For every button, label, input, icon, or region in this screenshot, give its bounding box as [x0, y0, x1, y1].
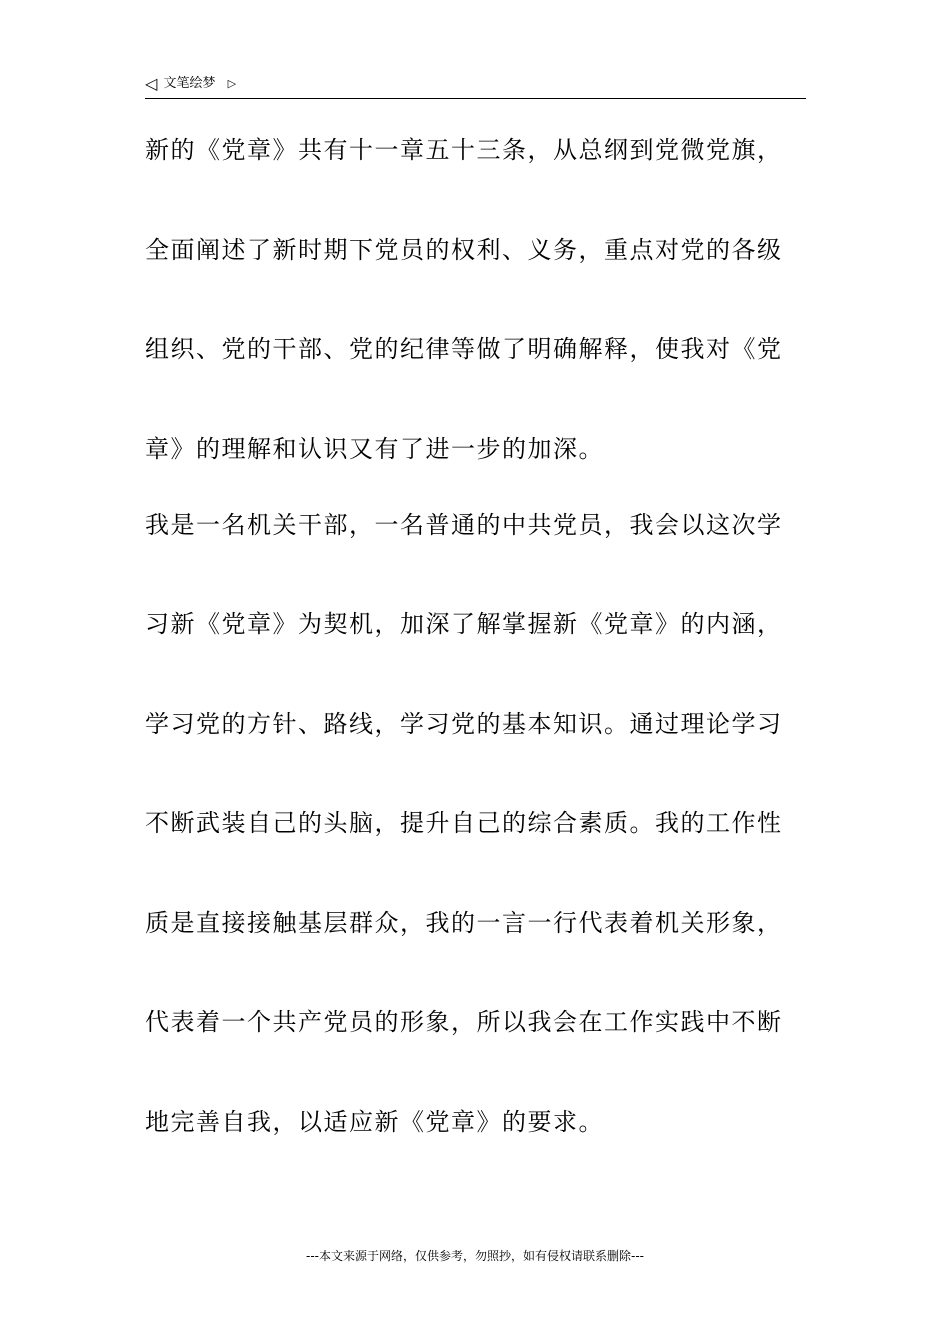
text-line: 地完善自我，以适应新《党章》的要求。 — [145, 1108, 604, 1136]
text-line: 不断武装自己的头脑，提升自己的综合素质。我的工作性 — [145, 809, 783, 837]
text-line: 组织、党的干部、党的纪律等做了明确解释，使我对《党 — [145, 335, 783, 363]
text-line: 新的《党章》共有十一章五十三条，从总纲到党微党旗， — [145, 136, 783, 164]
text-line: 质是直接接触基层群众，我的一言一行代表着机关形象， — [145, 909, 783, 937]
page-header — [145, 74, 806, 99]
right-triangle-icon: ▷ — [227, 77, 237, 90]
text-line: 章》的理解和认识又有了进一步的加深。 — [145, 435, 604, 463]
header-title: 文笔绘梦 — [163, 76, 216, 91]
text-line: 我是一名机关干部，一名普通的中共党员，我会以这次学 — [145, 511, 783, 539]
text-line: 习新《党章》为契机，加深了解掌握新《党章》的内涵， — [145, 610, 783, 638]
text-line: 代表着一个共产党员的形象，所以我会在工作实践中不断 — [145, 1008, 783, 1036]
text-line: 全面阐述了新时期下党员的权利、义务，重点对党的各级 — [145, 236, 783, 264]
text-line: 学习党的方针、路线，学习党的基本知识。通过理论学习 — [145, 710, 783, 738]
disclaimer-footer: ---本文来源于网络，仅供参考，勿照抄，如有侵权请联系删除--- — [306, 1249, 644, 1263]
left-triangle-icon: ◁ — [145, 74, 158, 93]
